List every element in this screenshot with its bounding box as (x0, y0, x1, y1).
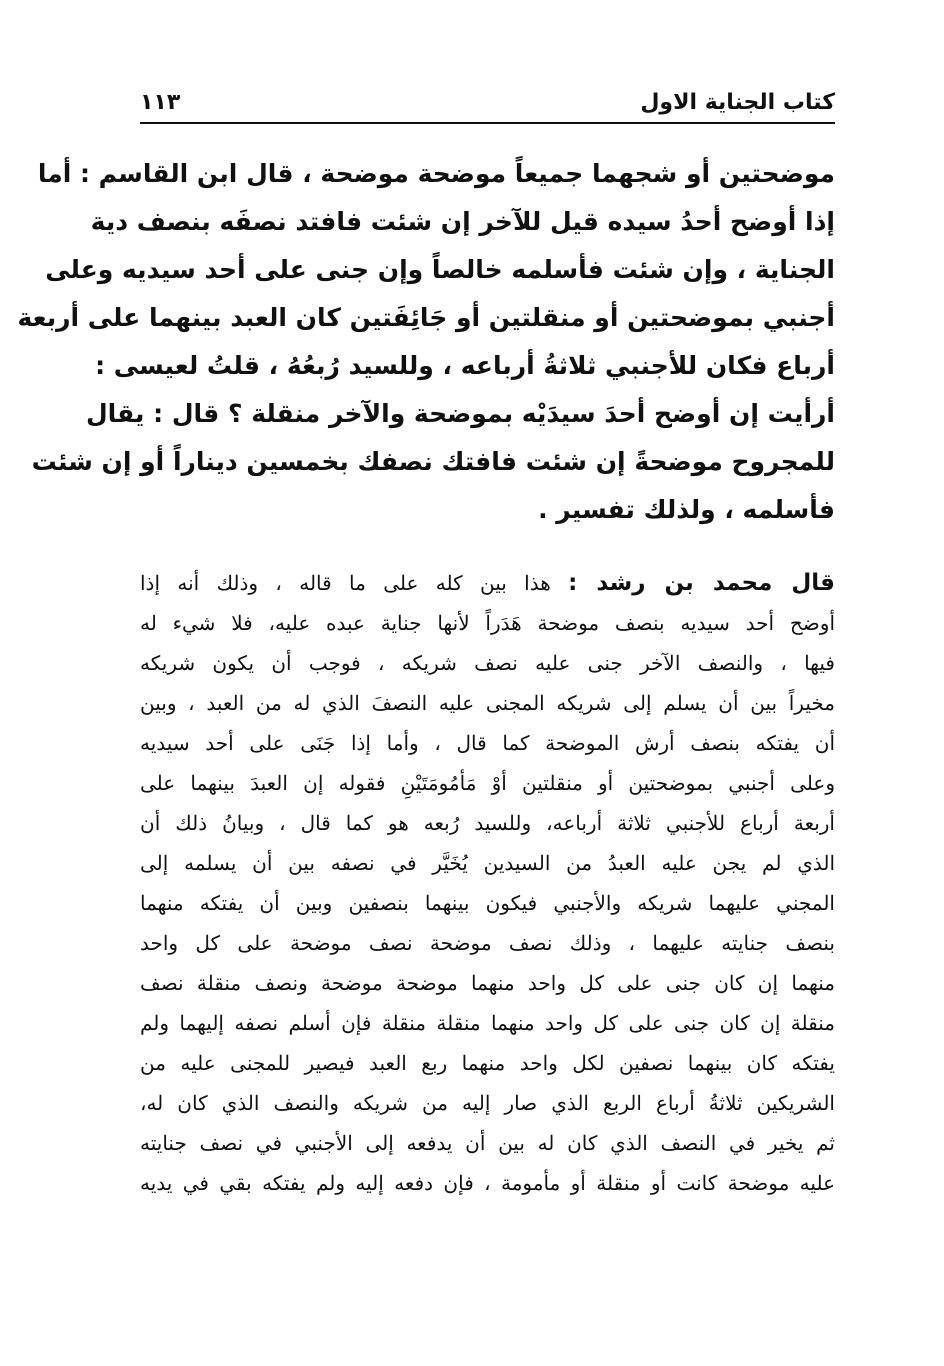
text-line: عليه موضحة كانت أو منقلة أو مأمومة ، فإن دفعه إليه ولم يفتكه بقي في يديه (140, 1171, 835, 1195)
text-line: منقلة إن كان جنى على كل واحد منهما منقلة منقلة فإن أسلم نصفه إليهما ولم (140, 1011, 835, 1035)
text-line: موضحتين أو شجهما جميعاً موضحة موضحة ، قال ابن القاسم : أما (37, 159, 835, 188)
text-line: المجني عليهما شريكه والأجنبي فيكون بينهما بنصفين وبين أن يفتكه منهما (140, 891, 835, 915)
text-line: أجنبي بموضحتين أو منقلتين أو جَائِفَتين كان العبد بينهما على أربعة (17, 303, 835, 332)
text-line: إذا أوضح أحدُ سيده قيل للآخر إن شئت فافتد نصفَه بنصف دية (90, 207, 835, 236)
text-line: فأسلمه ، ولذلك تفسير . (538, 495, 835, 524)
text-line: مخيراً بين أن يسلم إلى شريكه المجنى عليه النصفَ الذي له من العبد ، وبين (140, 691, 835, 715)
text-line: أربعة أرباع للأجنبي ثلاثة أرباعه، وللسيد رُبعه هو كما قال ، وبيانُ ذلك أن (140, 811, 835, 835)
text-line-first (140, 563, 835, 603)
text-line: يفتكه كان بينهما نصفين لكل واحد منهما ربع العبد فيصير للمجنى عليه من (140, 1051, 835, 1075)
paragraph-commentary (140, 563, 835, 1203)
text-line: للمجروح موضحةً إن شئت فافتك نصفك بخمسين ديناراً أو إن شئت (31, 447, 835, 476)
page-number: ١١٣ (140, 89, 181, 115)
text-line: أرباع فكان للأجنبي ثلاثةُ أرباعه ، وللسيد رُبعُهُ ، قلتُ لعيسى : (95, 351, 835, 380)
text-line: بنصف جنايته عليهما ، وذلك نصف موضحة نصف موضحة على كل واحد (140, 931, 835, 955)
text-line: الذي لم يجن عليه العبدُ من السيدين يُخَيَّر في نصفه بين أن يسلمه إلى (140, 851, 835, 875)
text-line: وعلى أجنبي بموضحتين أو منقلتين أوْ مَأمُومَتَيْنِ فقوله إن العبدَ بينهما على (140, 771, 835, 795)
text-line: الجناية ، وإن شئت فأسلمه خالصاً وإن جنى على أحد سيديه وعلى (45, 255, 835, 284)
text-line: منهما إن كان جنى على كل واحد منهما موضحة موضحة ونصف منقلة نصف (140, 971, 835, 995)
page-header (140, 82, 835, 124)
paragraph-quote (17, 150, 835, 534)
text-line: فيها ، والنصف الآخر جنى عليه نصف شريكه ، فوجب أن يكون شريكه (140, 651, 835, 675)
speaker-label: قال محمد بن رشد : (568, 570, 835, 596)
book-title: كتاب الجناية الاول (640, 89, 835, 115)
text-line: أن يفتكه بنصف أرش الموضحة كما قال ، وأما إذا جَنَى على أحد سيديه (140, 731, 835, 755)
text-line: أرأيت إن أوضح أحدَ سيدَيْه بموضحة والآخر منقلة ؟ قال : يقال (85, 399, 835, 428)
first-line-text: هذا بين كله على ما قاله ، وذلك أنه إذا (140, 571, 551, 595)
text-line: ثم يخير في النصف الذي كان له بين أن يدفعه إلى الأجنبي في نصف جنايته (140, 1131, 835, 1155)
text-line: أوضح أحد سيديه بنصف موضحة هَدَراً لأنها جناية عبده عليه، فلا شيء له (140, 611, 835, 635)
text-line: الشريكين ثلاثةُ أرباع الربع الذي صار إليه من شريكه والنصف الذي كان له، (140, 1091, 835, 1115)
